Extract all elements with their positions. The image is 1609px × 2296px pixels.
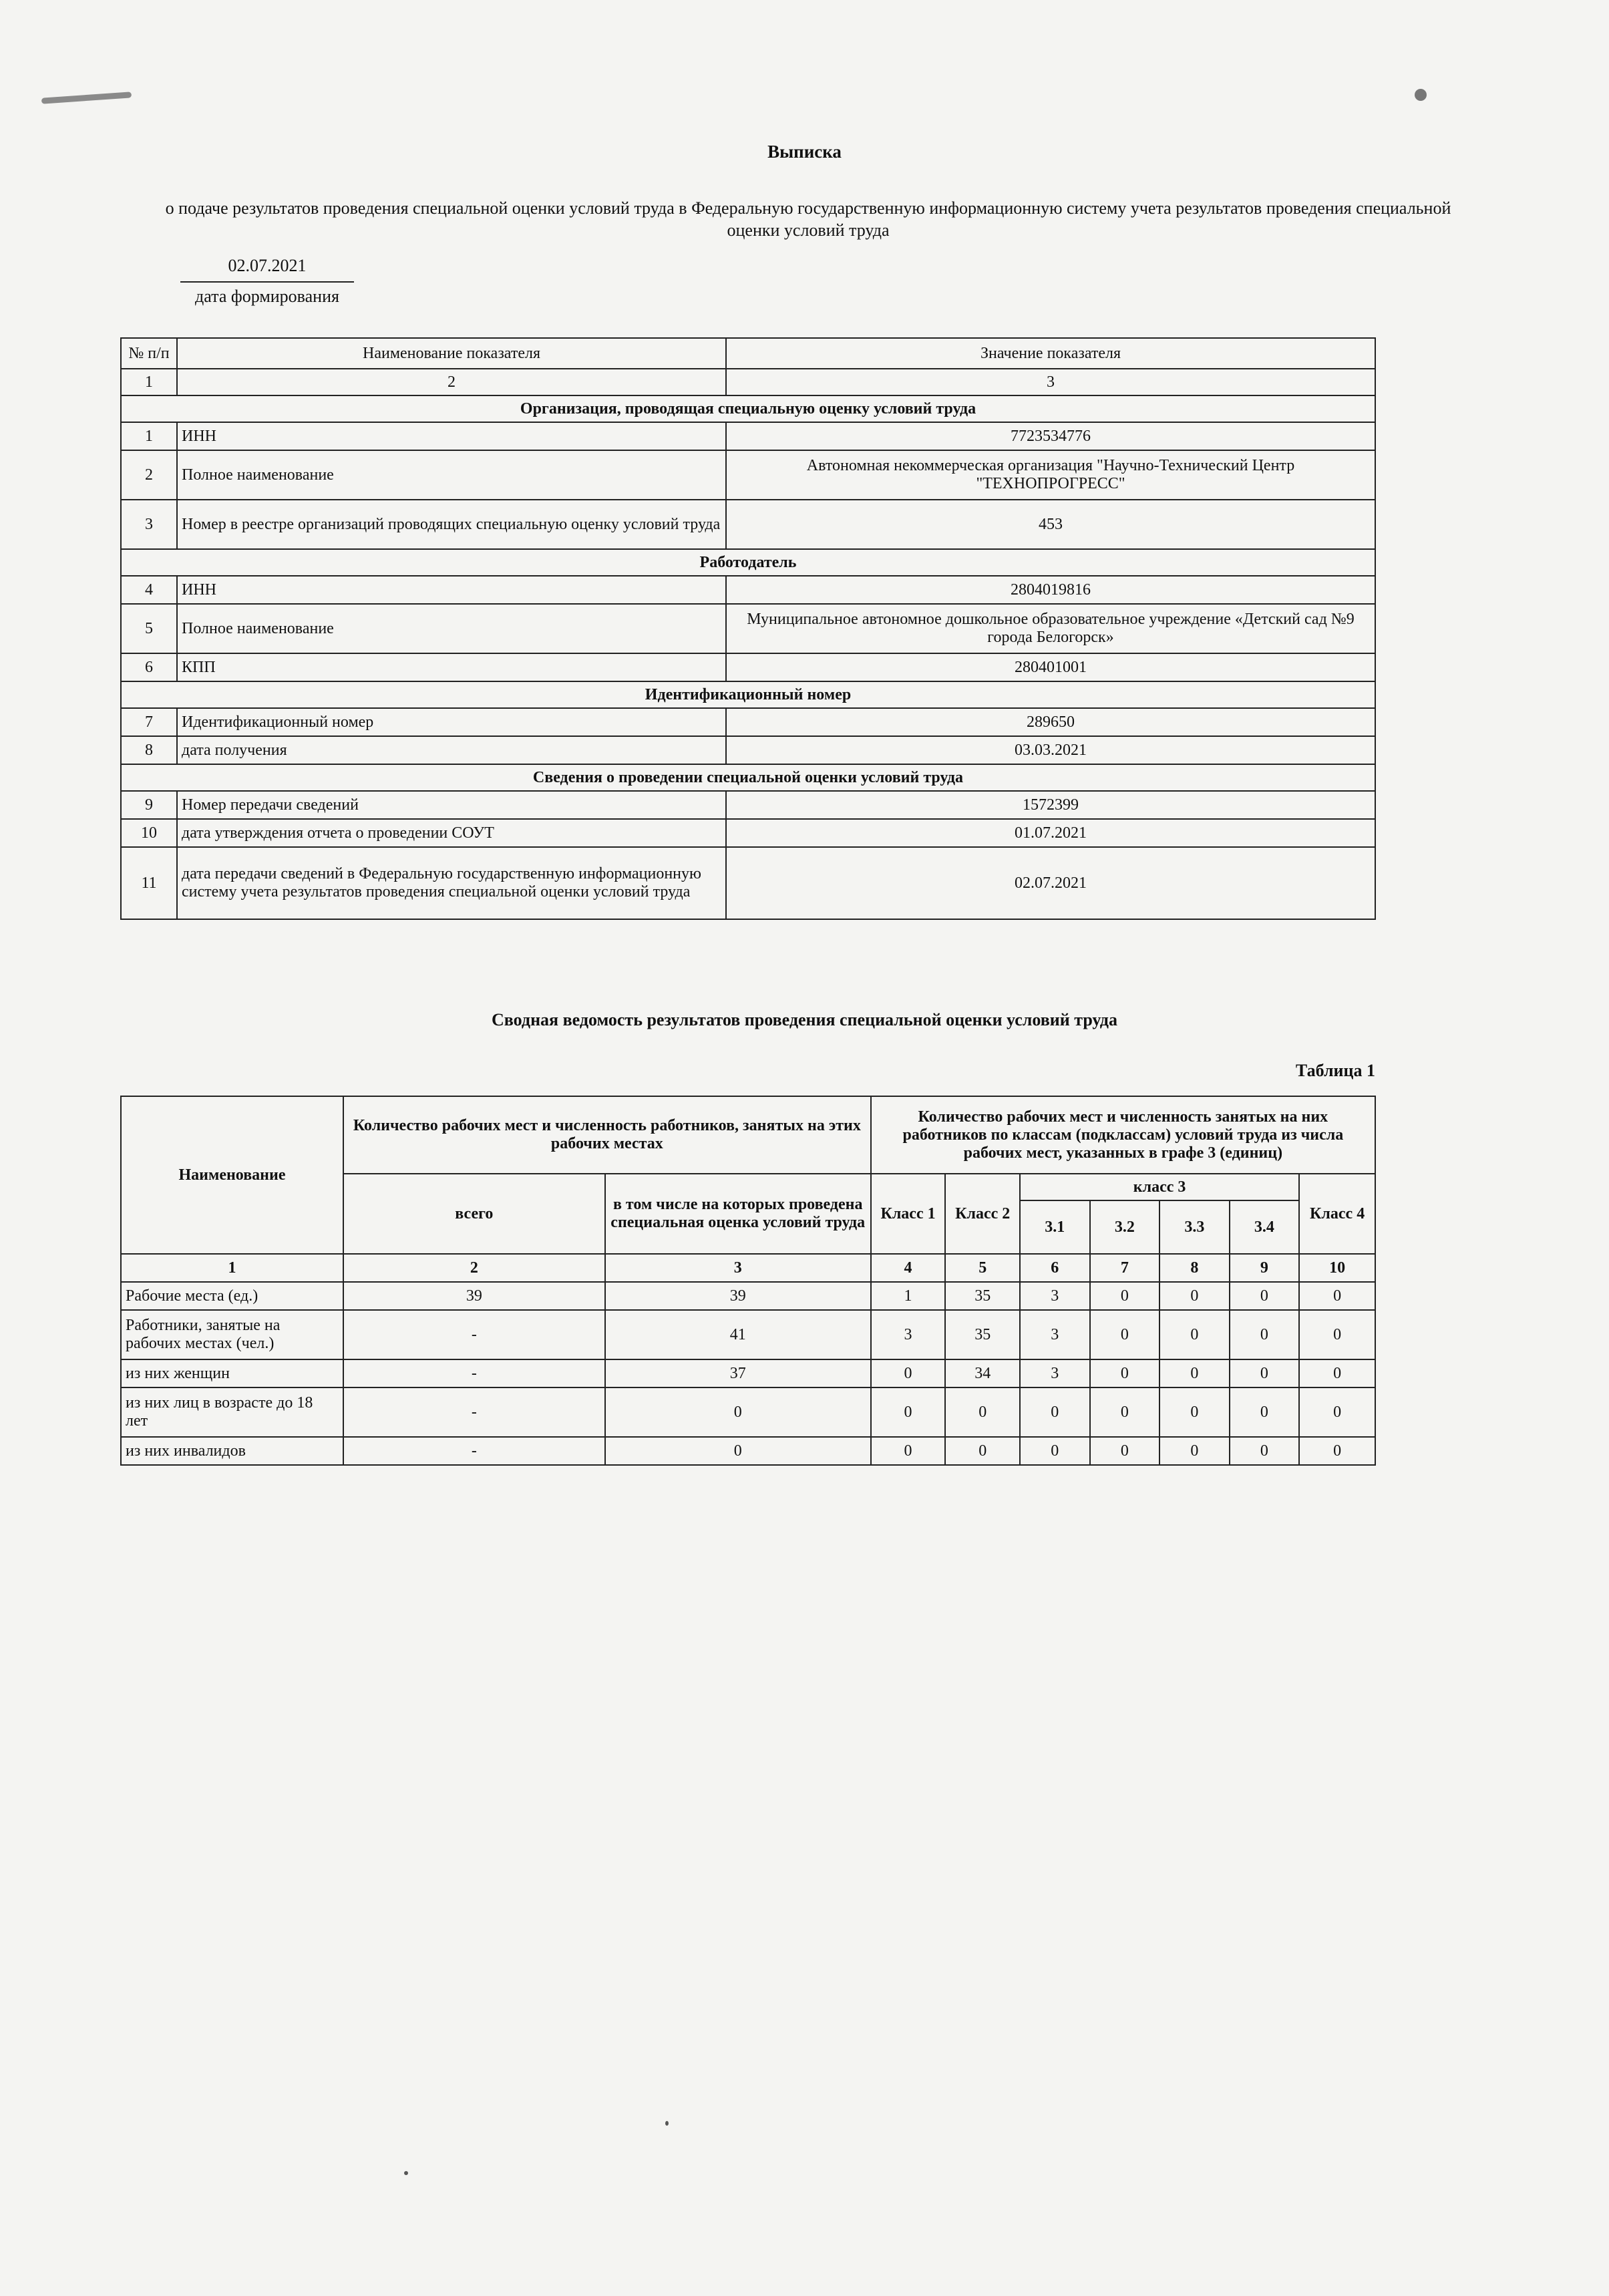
formation-date: 02.07.2021 — [180, 256, 354, 283]
summary-row — [121, 1359, 1375, 1387]
summary-row-value: 0 — [1299, 1282, 1375, 1310]
header-classes-group: Количество рабочих мест и численность занятых на них работников по классам (подклассам) условий труда из числа рабочих мест, указанных в графе 3 (единиц) — [871, 1096, 1375, 1174]
info-row-name: Номер в реестре организаций проводящих специальную оценку условий труда — [177, 500, 726, 549]
summary-colnum-cell: 3 — [605, 1254, 871, 1282]
info-row-value: 7723534776 — [726, 422, 1375, 450]
info-row-name: Полное наименование — [177, 450, 726, 500]
summary-row-value: 0 — [1090, 1359, 1160, 1387]
info-section-row — [121, 764, 1375, 791]
info-row-value: 289650 — [726, 708, 1375, 736]
header-class2: Класс 2 — [945, 1174, 1020, 1254]
info-row-value: Муниципальное автономное дошкольное образовательное учреждение «Детский сад №9 города Белогорск» — [726, 604, 1375, 653]
summary-row-value: 0 — [1159, 1282, 1230, 1310]
info-row-number: 8 — [121, 736, 177, 764]
summary-colnum-cell: 7 — [1090, 1254, 1160, 1282]
info-section-title: Работодатель — [121, 549, 1375, 576]
info-row-value: 01.07.2021 — [726, 819, 1375, 847]
info-section-title: Сведения о проведении специальной оценки условий труда — [121, 764, 1375, 791]
info-header-cell: № п/п — [121, 338, 177, 369]
document-subtitle: о подаче результатов проведения специальной оценки условий труда в Федеральную государственную информационную систему учета результатов проведения специальной оценки условий труда — [165, 198, 1451, 240]
header-class3-2: 3.2 — [1090, 1200, 1160, 1254]
info-colnum-cell: 3 — [726, 369, 1375, 395]
info-row-value: Автономная некоммерческая организация "Научно-Технический Центр "ТЕХНОПРОГРЕСС" — [726, 450, 1375, 500]
info-table — [120, 337, 1376, 920]
info-section-row — [121, 395, 1375, 422]
info-row-number: 3 — [121, 500, 177, 549]
info-section-row — [121, 549, 1375, 576]
summary-row — [121, 1282, 1375, 1310]
info-row-name: ИНН — [177, 576, 726, 604]
summary-row-value: - — [343, 1359, 605, 1387]
summary-row-value: 3 — [1020, 1310, 1090, 1359]
info-row — [121, 422, 1375, 450]
info-row-name: Номер передачи сведений — [177, 791, 726, 819]
info-section-row — [121, 681, 1375, 708]
header-class3-4: 3.4 — [1230, 1200, 1300, 1254]
summary-row-value: 0 — [871, 1387, 946, 1437]
summary-row-name: Рабочие места (ед.) — [121, 1282, 343, 1310]
header-workplaces-group: Количество рабочих мест и численность работников, занятых на этих рабочих местах — [343, 1096, 871, 1174]
summary-colnum-cell: 9 — [1230, 1254, 1300, 1282]
summary-row-value: 0 — [1299, 1310, 1375, 1359]
summary-row-value: 0 — [871, 1437, 946, 1465]
summary-row-value: 0 — [945, 1387, 1020, 1437]
summary-colnum-cell: 10 — [1299, 1254, 1375, 1282]
summary-row-value: 0 — [605, 1437, 871, 1465]
summary-row-value: 3 — [1020, 1359, 1090, 1387]
summary-row-value: 0 — [871, 1359, 946, 1387]
summary-row-value: - — [343, 1437, 605, 1465]
info-row-value: 02.07.2021 — [726, 847, 1375, 919]
info-row — [121, 791, 1375, 819]
summary-row-name: из них инвалидов — [121, 1437, 343, 1465]
summary-colnum-cell: 6 — [1020, 1254, 1090, 1282]
summary-colnum-cell: 5 — [945, 1254, 1020, 1282]
info-header-cell: Значение показателя — [726, 338, 1375, 369]
summary-colnum-cell: 2 — [343, 1254, 605, 1282]
summary-row — [121, 1387, 1375, 1437]
info-row-number: 11 — [121, 847, 177, 919]
summary-colnum-cell: 8 — [1159, 1254, 1230, 1282]
info-row-name: Идентификационный номер — [177, 708, 726, 736]
info-colnum-row — [121, 369, 1375, 395]
info-row-value: 03.03.2021 — [726, 736, 1375, 764]
header-class3: класс 3 — [1020, 1174, 1299, 1200]
info-row-value: 2804019816 — [726, 576, 1375, 604]
header-class3-1: 3.1 — [1020, 1200, 1090, 1254]
info-row — [121, 450, 1375, 500]
summary-row-value: 0 — [1299, 1437, 1375, 1465]
summary-row-name: из них женщин — [121, 1359, 343, 1387]
info-row — [121, 576, 1375, 604]
info-row-number: 4 — [121, 576, 177, 604]
formation-date-caption: дата формирования — [195, 287, 339, 306]
info-row-number: 7 — [121, 708, 177, 736]
info-row — [121, 819, 1375, 847]
summary-colnum-cell: 1 — [121, 1254, 343, 1282]
summary-row-value: 0 — [1159, 1310, 1230, 1359]
info-row-value: 280401001 — [726, 653, 1375, 681]
summary-table — [120, 1096, 1376, 1466]
info-row-number: 6 — [121, 653, 177, 681]
summary-row-value: 0 — [1020, 1387, 1090, 1437]
summary-row-value: 0 — [1299, 1387, 1375, 1437]
info-row-name: ИНН — [177, 422, 726, 450]
header-class3-3: 3.3 — [1159, 1200, 1230, 1254]
info-row — [121, 604, 1375, 653]
scan-artifact-dot — [1415, 89, 1427, 101]
summary-row-value: 39 — [605, 1282, 871, 1310]
info-row-name: КПП — [177, 653, 726, 681]
info-row — [121, 653, 1375, 681]
scan-artifact-dot — [404, 2171, 408, 2175]
summary-row-value: 0 — [1230, 1387, 1300, 1437]
info-row-name: Полное наименование — [177, 604, 726, 653]
summary-row-value: 35 — [945, 1282, 1020, 1310]
summary-row-value: 0 — [1230, 1359, 1300, 1387]
summary-row-value: 0 — [1159, 1387, 1230, 1437]
summary-row-value: 41 — [605, 1310, 871, 1359]
summary-row-value: 0 — [1230, 1282, 1300, 1310]
document-title: Выписка — [767, 142, 842, 162]
summary-row-value: 0 — [1090, 1282, 1160, 1310]
info-row-number: 2 — [121, 450, 177, 500]
summary-row-value: 0 — [1090, 1310, 1160, 1359]
summary-row-value: 1 — [871, 1282, 946, 1310]
summary-row-value: - — [343, 1387, 605, 1437]
info-row — [121, 736, 1375, 764]
summary-row-value: 3 — [1020, 1282, 1090, 1310]
scan-artifact-dot — [665, 2121, 669, 2126]
summary-row-value: 0 — [1090, 1437, 1160, 1465]
table-caption: Таблица 1 — [1295, 1061, 1375, 1080]
summary-title: Сводная ведомость результатов проведения специальной оценки условий труда — [492, 1010, 1117, 1029]
summary-row-value: 0 — [1230, 1437, 1300, 1465]
info-row — [121, 847, 1375, 919]
summary-row-value: 35 — [945, 1310, 1020, 1359]
summary-row-value: 39 — [343, 1282, 605, 1310]
info-row-value: 1572399 — [726, 791, 1375, 819]
summary-row-value: 0 — [1159, 1437, 1230, 1465]
info-header-row — [121, 338, 1375, 369]
summary-colnum-row — [121, 1254, 1375, 1282]
summary-row-name: Работники, занятые на рабочих местах (чел.) — [121, 1310, 343, 1359]
summary-row-value: 0 — [1230, 1310, 1300, 1359]
summary-row — [121, 1437, 1375, 1465]
summary-row-value: 0 — [945, 1437, 1020, 1465]
summary-row-value: - — [343, 1310, 605, 1359]
info-row-value: 453 — [726, 500, 1375, 549]
summary-row-value: 0 — [1090, 1387, 1160, 1437]
summary-row-value: 0 — [605, 1387, 871, 1437]
formation-date-block — [180, 256, 354, 307]
header-name: Наименование — [121, 1096, 343, 1254]
info-row-name: дата получения — [177, 736, 726, 764]
scan-artifact-line — [41, 92, 132, 104]
info-row-number: 10 — [121, 819, 177, 847]
summary-row-value: 0 — [1299, 1359, 1375, 1387]
summary-row-value: 37 — [605, 1359, 871, 1387]
info-row-name: дата утверждения отчета о проведении СОУТ — [177, 819, 726, 847]
header-total: всего — [343, 1174, 605, 1254]
info-row-number: 1 — [121, 422, 177, 450]
info-colnum-cell: 2 — [177, 369, 726, 395]
info-section-title: Организация, проводящая специальную оценку условий труда — [121, 395, 1375, 422]
summary-row — [121, 1310, 1375, 1359]
summary-row-value: 34 — [945, 1359, 1020, 1387]
summary-row-name: из них лиц в возрасте до 18 лет — [121, 1387, 343, 1437]
header-class1: Класс 1 — [871, 1174, 946, 1254]
info-row-number: 5 — [121, 604, 177, 653]
info-section-title: Идентификационный номер — [121, 681, 1375, 708]
info-row — [121, 708, 1375, 736]
summary-row-value: 3 — [871, 1310, 946, 1359]
info-colnum-cell: 1 — [121, 369, 177, 395]
summary-row-value: 0 — [1020, 1437, 1090, 1465]
info-row-number: 9 — [121, 791, 177, 819]
header-class4: Класс 4 — [1299, 1174, 1375, 1254]
header-assessed: в том числе на которых проведена специальная оценка условий труда — [605, 1174, 871, 1254]
info-row-name: дата передачи сведений в Федеральную государственную информационную систему учета результатов проведения специальной оценки условий труда — [177, 847, 726, 919]
summary-row-value: 0 — [1159, 1359, 1230, 1387]
info-header-cell: Наименование показателя — [177, 338, 726, 369]
info-row — [121, 500, 1375, 549]
summary-colnum-cell: 4 — [871, 1254, 946, 1282]
